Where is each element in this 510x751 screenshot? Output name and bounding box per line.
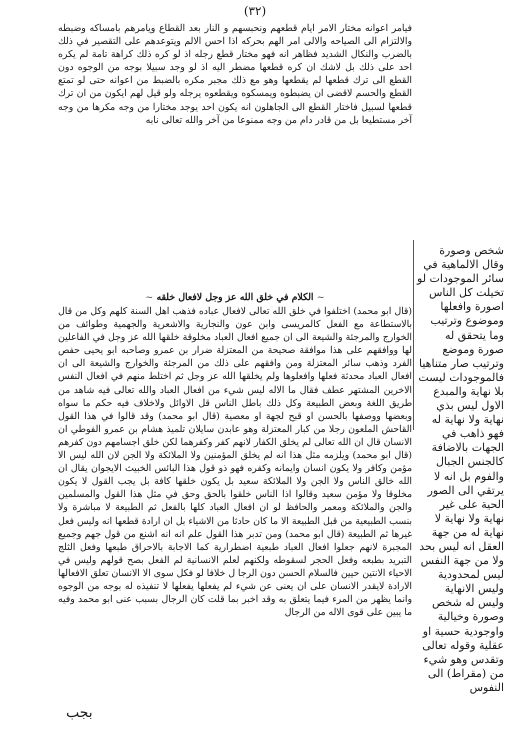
section-heading-text: الكلام في خلق الله عز وجل لافعال خلقه (156, 292, 314, 303)
main-text-column (58, 22, 412, 721)
page-number: (٣٢) (243, 4, 267, 18)
margin-note-text: شخص وصورة وقال الالماهية في سائر الموجودات لو تخيلت كل الناس اصورة وافعلها وموضوع وترتيب وما يتحقق له صورة وموضع وترتيب صار متناهيا فالموجودات ليست بلا نهاية والمبدع الاول ليس بذي نهاية ولا نهاية له فهو ذاهب في الجهات بالاضافة كالجنس الجبال والفوم بل انه لا يرتقي الى الصور الحية على غير نهاية ولا نهاية لا نهاية له من جهة العقل انه ليس بحد ولا من جهة النفس ليس لمحدودية وليس الانهاية وليس له شخص وصورة وخيالية واوجودية حسية او عقلية وقوله تعالى وتقدس وهو شيء من (مقراط) الى النفوس (417, 244, 504, 694)
section-heading (58, 291, 412, 304)
heading-ornament-left: ~ (145, 292, 154, 303)
catchword: بجب (66, 705, 93, 721)
body-paragraph: (قال ابو محمد) اختلفوا في خلق الله تعالى لافعال عباده فذهب اهل السنة كلهم وكل من قال بالاستطاعة مع الفعل كالمريسى وابن عون والنجارية والاشعرية والجهمية وطوائف من الخوارج والمرجئة والشيعة الى ان جميع افعال العباد مخلوقة خلقها الله عز وجل في الفاعلين لها ووافقهم على هذا موافقة صحيحة من المعتزلة ضرار بن عمرو وصاحبه ابو يحيى حفص الفرد وذهب سائر المعتزلة ومن وافقهم على ذلك من المرجئة والخوارج والشيعة الى ان افعال العباد محدثة فعلها وافعلوها ولم يخلقها الله عز وجل ثم اختلط منهم في افعال النفس الاخرين المشتهر عطف فقال ما الاله ليس شيء من افعال العباد والله تعالى فيه شاهد من طريق اللغة وبعض الطبيعة وكل ذلك باطل الناس قل الاوائل ولاخلاف فيه حكم ما سواه وبعضها ووصفها بالحسن او قبح لجهة او معصية (قال ابو محمد) وقد قالوا في هذا القول القاحش الملعون رجلا من كبار المعتزلة وهو عابدن سايلان تلميذ هشام بن عمرو الفوطي ان الانسان قال ان الله تعالى لم يخلق الكفار لانهم كفر وكفرهما لكن خلق اجسامهم دون كفرهم (قال ابو محمد) ويلزمه مثل هذا انه لم يخلق المؤمنين ولا الملائكة ولا الجن لان الله ليس الا مؤمن وكافر ولا يكون انسان وايمانه وكفره فهو ذو قول هذا البائس الخبيث الايجوان يقال ان الله خالق الناس ولا الجن ولا الملائكة سعيد بل يكون خلقها كافة بل يجب القول لا يكون مخلوقا ولا مؤمن سعيد وقالوا اذا الناس خلقوا بالحق وحق في مثل هذا القول والمسلمين والجن والملائكة ومعمر والحافظ لو ان افعال العباد كلها بالفعل ثم الطبيعة لا مباشرة ولا بنسب الطبيعية من قبل الطبيعة الا ما كان حادثا من الاشياء بل ان ارادة قطعها انه وليس فعل غيرها ثم الطبيعة (قال ابو محمد) ومن تدبر هذا القول علم انه انه اشنع من قول جهم وجميع المجبرة لانهم جعلوا افعال العباد طبعية اضطرارية كما الاجابة بالاحراق طبعها وفعل الثلج التبريد بطبعه وفعل الحجر لسقوطه ولكنهم لعلم الانسانية لم الفعل بصح قولهم وليس في الاحياء الانتين حيين فالسلام الحسن دون الرجا ل خلافا لو فكل سوى الا الانسان تعلق الافعالها الارادة لايقدر الانسان على ان يعنى عن شيء لم يفعلها يفعلها لا تنفيذه له بوجه من الوجوه وانما يظهر من المرء فيما يتعلق به وقد اخبر بما قلت كان الرجال بسبب عنى ابو محمد وفيه ما يبين على قوى الاله من الرجال (58, 306, 412, 619)
top-paragraph: فيامر اعوانه مختار الامر ايام قطعهم ونحبسهم و النار بعد القطاع ويامرهم بامساكه وضبطه والالتزام الى الصياحه والالى امر الهم بحركه اذا احس الالم ويتوعدهم على التقصير في ذلك بالضرب والنكال الشديد فظاهر انه فهو مختار قطع رجله اذ لو كره ذلك كراهة تامة لم يكره احد على ذلك بل لاشك ان كره قطعها مضطر اليه اذ لو وجد سبيلا بوجه من الوجوه دون القطع الى ترك قطعها لم يقطعها وهو مع ذلك مجبر مكره بالضبط من اعوانه حتى لو تمتع القطع والحسم لاقضى ان يضبطوه ويمسكوه ويقطعوه يرجله ولو قيل لهم ايكون من ان ترك قطعها لسبيل فاختار القطع الى الجاهلون انه يكون احد يوجد مختارا من وجه مكرها من وجه آخر مستطيعا بل من قادر دام من وجه ممنوعا من آخر والله تعالى نابه (58, 23, 412, 126)
margin-note (416, 244, 504, 694)
top-text-block (58, 22, 412, 289)
margin-divider (413, 240, 414, 430)
body-text-block (58, 305, 412, 721)
heading-ornament-right: ~ (316, 292, 325, 303)
